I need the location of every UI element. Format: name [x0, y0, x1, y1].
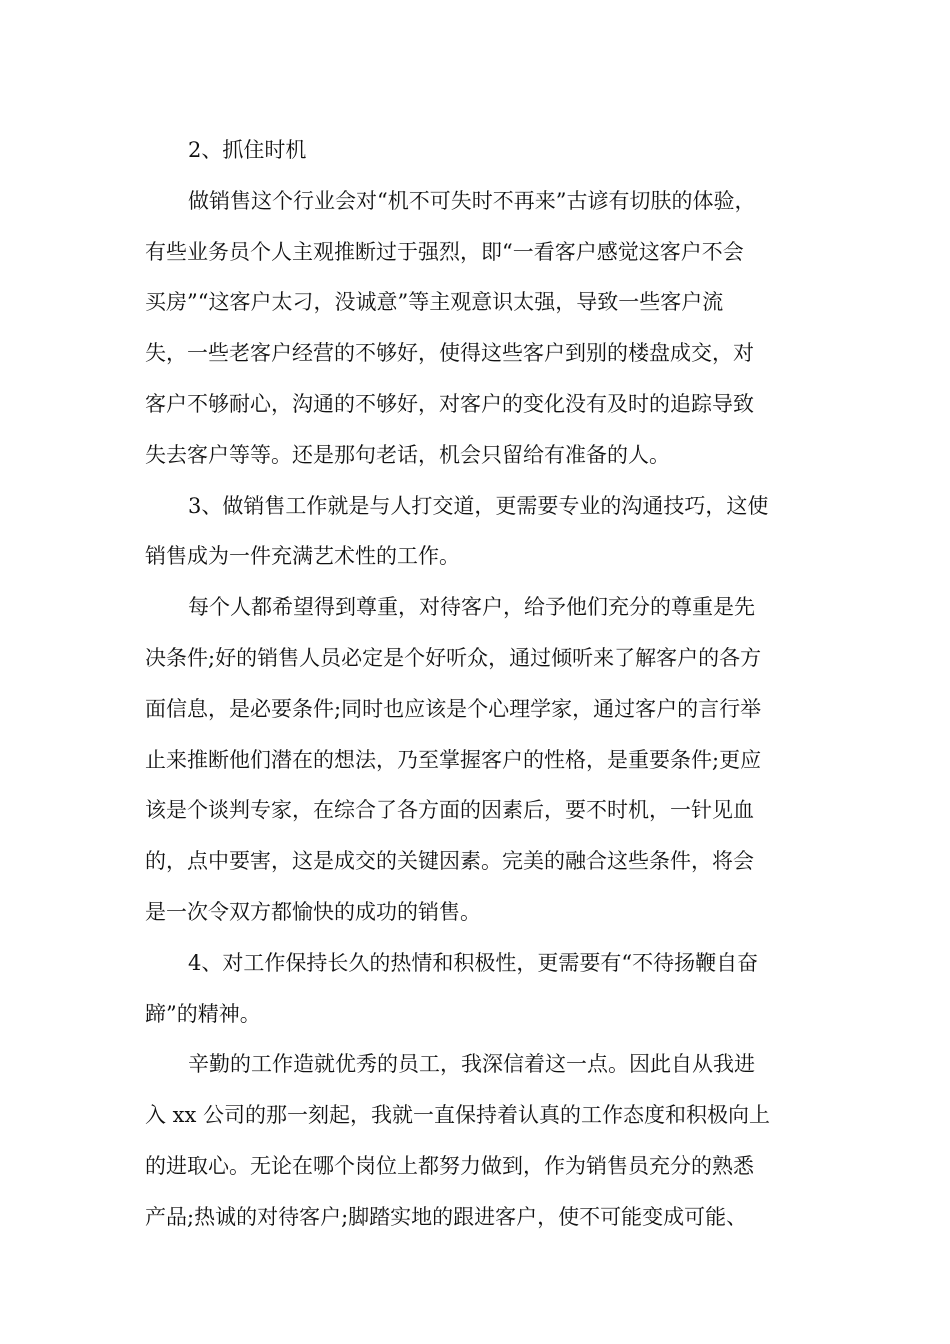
- text-line: 4、对工作保持长久的热情和积极性，更需要有“不待扬鞭自奋: [188, 950, 759, 975]
- text-line: 面信息，是必要条件;同时也应该是个心理学家，通过客户的言行举: [145, 696, 762, 721]
- document-page: [145, 125, 810, 1243]
- text-line: 入 xx 公司的那一刻起，我就一直保持着认真的工作态度和积极向上: [145, 1103, 771, 1128]
- text-line: 有些业务员个人主观推断过于强烈，即“一看客户感觉这客户不会: [145, 239, 744, 264]
- text-line: 客户不够耐心，沟通的不够好，对客户的变化没有及时的追踪导致: [145, 391, 754, 416]
- text-line: 3、做销售工作就是与人打交道，更需要专业的沟通技巧，这使: [188, 493, 769, 518]
- text-line: 决条件;好的销售人员必定是个好听众，通过倾听来了解客户的各方: [145, 645, 762, 670]
- text-line: 每个人都希望得到尊重，对待客户，给予他们充分的尊重是先: [188, 595, 755, 620]
- text-line: 2、抓住时机: [188, 138, 307, 162]
- paragraph-seize-opportunity: [145, 176, 810, 481]
- text-line: 的，点中要害，这是成交的关键因素。完美的融合这些条件，将会: [145, 849, 754, 874]
- text-line: 的进取心。无论在哪个岗位上都努力做到，作为销售员充分的熟悉: [145, 1153, 754, 1178]
- paragraph-heading-3: [145, 481, 810, 583]
- text-line: 失去客户等等。还是那句老话，机会只留给有准备的人。: [145, 442, 670, 467]
- text-line: 该是个谈判专家，在综合了各方面的因素后，要不时机，一针见血: [145, 798, 754, 823]
- text-line: 辛勤的工作造就优秀的员工，我深信着这一点。因此自从我进: [188, 1052, 755, 1077]
- text-line: 蹄”的精神。: [145, 1001, 261, 1026]
- text-line: 失，一些老客户经营的不够好，使得这些客户到别的楼盘成交，对: [145, 341, 754, 366]
- text-line: 产品;热诚的对待客户;脚踏实地的跟进客户，使不可能变成可能、: [145, 1204, 748, 1229]
- text-line: 销售成为一件充满艺术性的工作。: [145, 544, 460, 569]
- paragraph-respect: [145, 582, 810, 938]
- text-line: 止来推断他们潜在的想法，乃至掌握客户的性格，是重要条件;更应: [145, 747, 762, 772]
- paragraph-heading-4: [145, 938, 810, 1040]
- text-line: 买房”“这客户太刁，没诚意”等主观意识太强，导致一些客户流: [145, 290, 724, 315]
- paragraph-hard-work: [145, 1039, 810, 1242]
- text-line: 做销售这个行业会对“机不可失时不再来”古谚有切肤的体验，: [188, 188, 756, 213]
- paragraph-heading-2: [145, 125, 810, 176]
- text-line: 是一次令双方都愉快的成功的销售。: [145, 899, 481, 924]
